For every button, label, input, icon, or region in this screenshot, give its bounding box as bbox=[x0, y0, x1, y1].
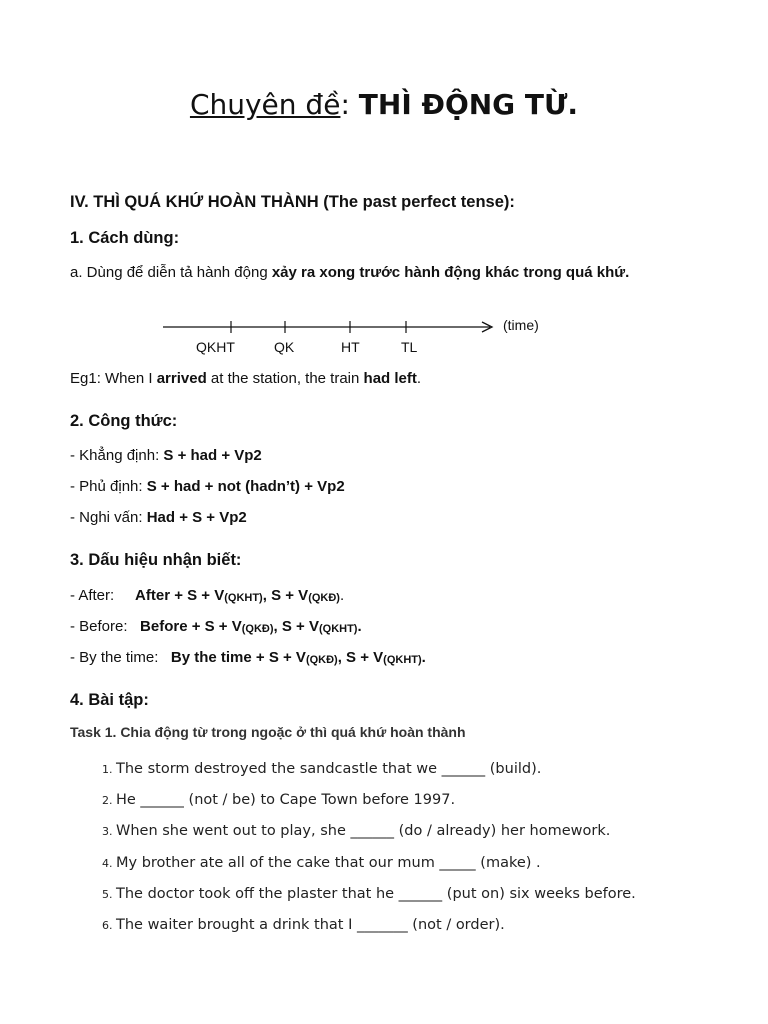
exercise-heading: 4. Bài tập: bbox=[70, 691, 149, 709]
timeline-diagram bbox=[160, 312, 560, 362]
list-item: 4. My brother ate all of the cake that our mum _____ (make) . bbox=[116, 852, 768, 883]
signal-end: . bbox=[421, 649, 426, 666]
signal-sub: (QKĐ) bbox=[241, 623, 274, 635]
signal-sub: (QKĐ) bbox=[305, 654, 338, 666]
title-main: THÌ ĐỘNG TỪ. bbox=[358, 88, 579, 121]
list-item: 1. The storm destroyed the sandcastle that we ______ (build). bbox=[116, 758, 768, 789]
usage-a-bold: xảy ra xong trước hành động khác trong quá khứ. bbox=[271, 264, 630, 281]
signal-label: - After: bbox=[70, 587, 136, 604]
formula-value: S + had + Vp2 bbox=[163, 447, 262, 464]
timeline-label-tl: TL bbox=[401, 339, 418, 355]
signal-sub: (QKHT) bbox=[224, 592, 263, 604]
signal-sub: (QKĐ) bbox=[308, 592, 340, 604]
example-sentence bbox=[70, 370, 421, 387]
formula-label: - Phủ định: bbox=[70, 478, 147, 495]
signal-sub: (QKHT) bbox=[383, 654, 422, 666]
title-colon: : bbox=[340, 88, 359, 121]
list-item: 3. When she went out to play, she ______ (do / already) her homework. bbox=[116, 820, 768, 851]
formula-negative bbox=[70, 478, 345, 495]
signal-sub: (QKHT) bbox=[318, 623, 358, 635]
example-text: . bbox=[416, 370, 422, 387]
task-instruction: Task 1. Chia động từ trong ngoặc ở thì quá khứ hoàn thành bbox=[70, 724, 466, 740]
example-bold: arrived bbox=[156, 370, 207, 387]
timeline-label-qk: QK bbox=[274, 339, 295, 355]
signal-bold: , S + V bbox=[337, 649, 384, 666]
signal-before bbox=[70, 618, 362, 635]
formula-label: - Nghi vấn: bbox=[70, 509, 147, 526]
timeline-axis bbox=[160, 312, 560, 342]
formula-value: Had + S + Vp2 bbox=[146, 509, 247, 526]
exercise-list bbox=[70, 758, 768, 945]
list-item: 6. The waiter brought a drink that I _______ (not / order). bbox=[116, 914, 768, 945]
list-item: 2. He ______ (not / be) to Cape Town before 1997. bbox=[116, 789, 768, 820]
signal-bold: After + S + V bbox=[135, 587, 225, 604]
usage-a bbox=[70, 264, 629, 281]
timeline-label-ht: HT bbox=[341, 339, 360, 355]
formula-value: S + had + not (hadn’t) + Vp2 bbox=[146, 478, 345, 495]
example-text: at the station, the train bbox=[206, 370, 364, 387]
signal-by-the-time bbox=[70, 649, 426, 666]
usage-heading: 1. Cách dùng: bbox=[70, 229, 180, 247]
signals-heading: 3. Dấu hiệu nhận biết: bbox=[70, 551, 242, 569]
timeline-end-label: (time) bbox=[503, 317, 539, 333]
page-title bbox=[0, 88, 768, 121]
signal-bold: , S + V bbox=[273, 618, 319, 635]
formula-heading: 2. Công thức: bbox=[70, 412, 178, 430]
signal-label: - By the time: bbox=[70, 649, 171, 666]
signal-bold: , S + V bbox=[262, 587, 309, 604]
formula-affirmative bbox=[70, 447, 262, 464]
example-bold: had left bbox=[363, 370, 417, 387]
timeline-label-qkht: QKHT bbox=[196, 339, 235, 355]
signal-bold: Before + S + V bbox=[140, 618, 242, 635]
section-heading: IV. THÌ QUÁ KHỨ HOÀN THÀNH (The past perfect tense): bbox=[70, 193, 515, 211]
formula-label: - Khẳng định: bbox=[70, 447, 164, 464]
title-prefix: Chuyên đề bbox=[189, 88, 341, 121]
signal-bold: By the time + S + V bbox=[170, 649, 306, 666]
signal-after bbox=[70, 587, 344, 604]
signal-end: . bbox=[357, 618, 362, 635]
signal-end: . bbox=[339, 587, 345, 604]
list-item: 5. The doctor took off the plaster that he ______ (put on) six weeks before. bbox=[116, 883, 768, 914]
signal-label: - Before: bbox=[70, 618, 141, 635]
example-text: Eg1: When I bbox=[70, 370, 157, 387]
formula-question bbox=[70, 509, 247, 526]
usage-a-plain: a. Dùng để diễn tả hành động bbox=[70, 264, 272, 281]
